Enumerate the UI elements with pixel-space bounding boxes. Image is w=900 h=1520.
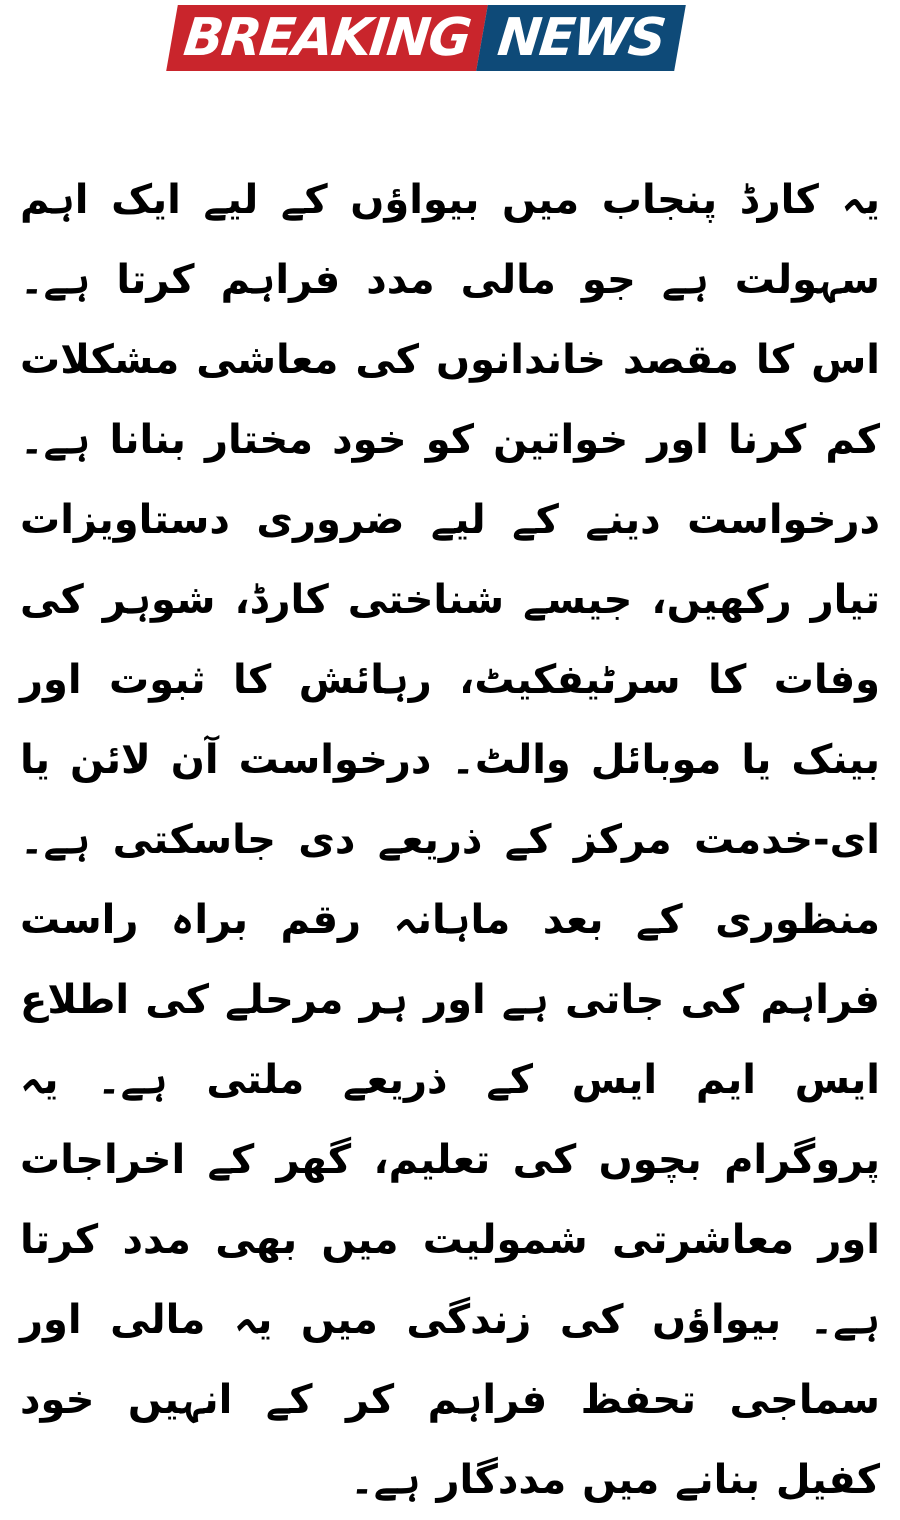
banner-red-block [166,5,488,71]
banner-word-news: NEWS [494,8,668,68]
banner-blue-block [476,5,686,71]
breaking-news-banner [166,5,686,71]
banner-word-breaking: BREAKING [181,8,473,68]
article-body: یہ کارڈ پنجاب میں بیواؤں کے لیے ایک اہم سہولت ہے جو مالی مدد فراہم کرتا ہے۔ اس کا مقصد خاندانوں کی معاشی مشکلات کم کرنا اور خواتین کو خود مختار بنانا ہے۔ درخواست دینے کے لیے ضروری دستاویزات تیار رکھیں، جیسے شناختی کارڈ، شوہر کی وفات کا سرٹیفکیٹ، رہائش کا ثبوت اور بینک یا موبائل والٹ۔ درخواست آن لائن یا ای-خدمت مرکز کے ذریعے دی جاسکتی ہے۔ منظوری کے بعد ماہانہ رقم براہ راست فراہم کی جاتی ہے اور ہر مرحلے کی اطلاع ایس ایم ایس کے ذریعے ملتی ہے۔ یہ پروگرام بچوں کی تعلیم، گھر کے اخراجات اور معاشرتی شمولیت میں بھی مدد کرتا ہے۔ بیواؤں کی زندگی میں یہ مالی اور سماجی تحفظ فراہم کر کے انہیں خود کفیل بنانے میں مددگار ہے۔ [20,177,880,1503]
